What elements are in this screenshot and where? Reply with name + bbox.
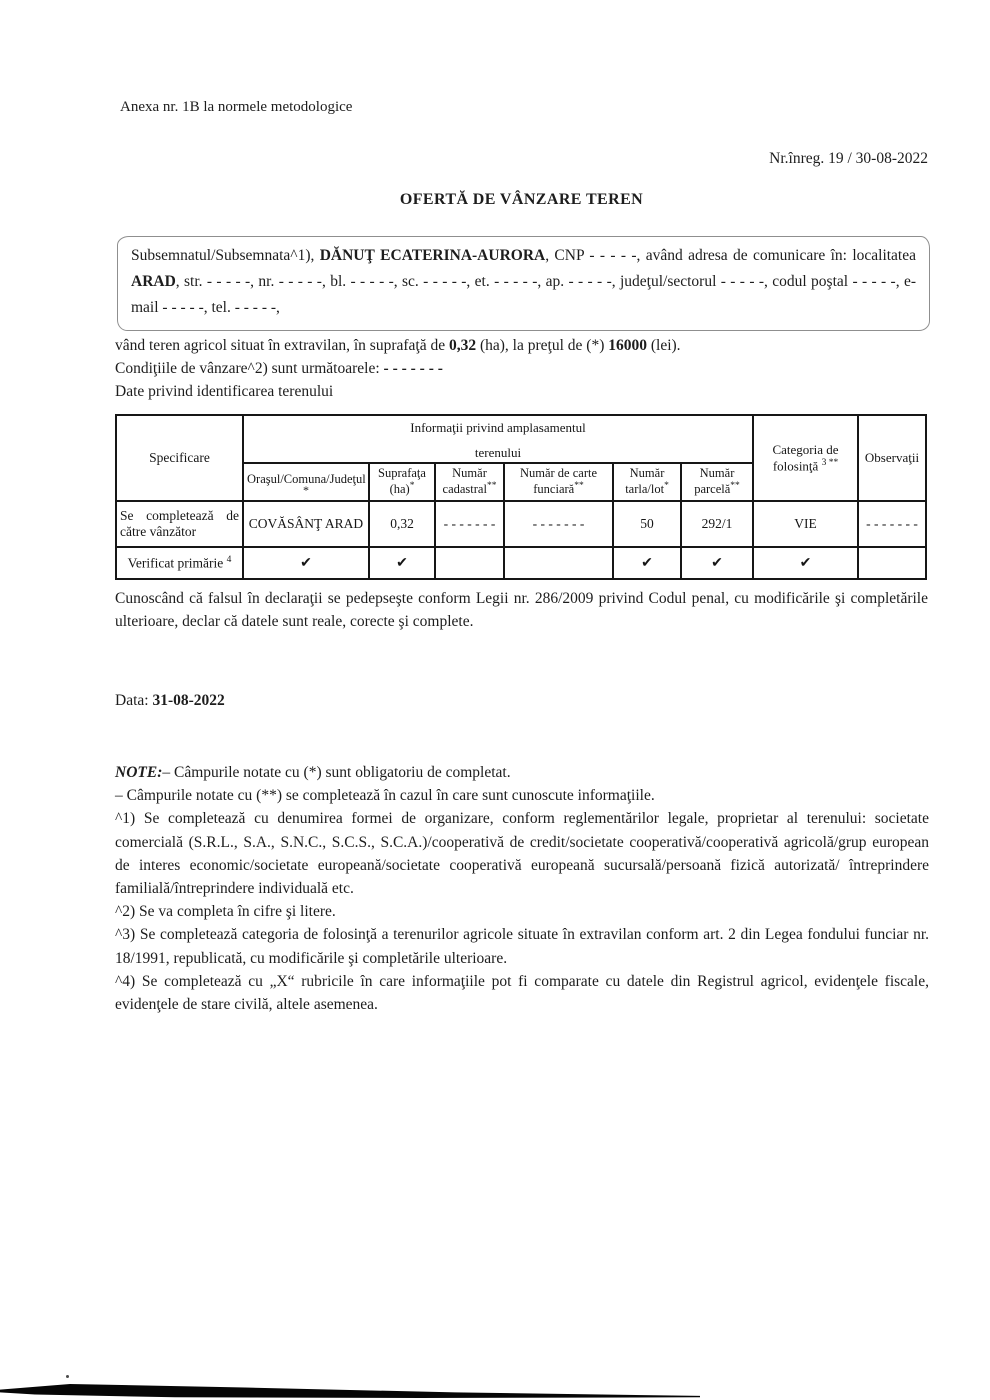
registration-number: Nr.înreg. 19 / 30-08-2022 xyxy=(769,150,928,167)
conditions-label: Condiţiile de vânzare^2) sunt următoarele: xyxy=(115,360,384,377)
col-header-carte-funciara xyxy=(504,463,613,501)
intro-mid: , CNP - - - - -, având adresa de comunicare în: localitatea xyxy=(545,247,916,264)
check-parcela: ✔ xyxy=(681,547,753,579)
tarla-footnote-mark: * xyxy=(664,481,669,492)
col-header-amplasament xyxy=(243,415,753,463)
table-row-seller-data xyxy=(116,501,926,547)
col-header-suprafata xyxy=(369,463,435,501)
col-header-numar-cadastral xyxy=(435,463,504,501)
cadastral-footnote-mark: ** xyxy=(486,481,497,492)
scan-artifact-line xyxy=(0,1384,700,1398)
seller-locality: ARAD xyxy=(131,273,176,290)
check-area: ✔ xyxy=(369,547,435,579)
check-locality: ✔ xyxy=(243,547,369,579)
note-first: – Câmpurile notate cu (*) sunt obligatoriu de completat. xyxy=(162,764,511,781)
cell-locality: COVĂSÂNŢ ARAD xyxy=(243,501,369,547)
check-carte-funciara xyxy=(504,547,613,579)
col-header-categoria xyxy=(753,415,858,501)
suprafata-label: Suprafaţa (ha) xyxy=(378,466,426,497)
verificat-footnote-mark: 4 xyxy=(226,554,232,565)
check-tarla: ✔ xyxy=(613,547,681,579)
check-observatii xyxy=(858,547,926,579)
parcela-label: Număr parcelă xyxy=(694,466,735,497)
cell-categoria: VIE xyxy=(753,501,858,547)
note-item-3: ^3) Se completează categoria de folosinţă a terenurilor agricole situate în extravilan conform art. 2 din Legea fondului funciar nr. 18/1991, republicată, cu modificările şi completările ulterioare. xyxy=(115,926,929,967)
tarla-label: Număr tarla/lot xyxy=(625,466,665,497)
sale-mid: (ha), la preţul de (*) xyxy=(476,337,609,354)
check-categoria: ✔ xyxy=(753,547,858,579)
categoria-footnote-mark: 3 ** xyxy=(821,457,839,468)
document-title-wrap xyxy=(115,191,928,209)
table-row-verificat-primarie xyxy=(116,547,926,579)
document-title: OFERTĂ DE VÂNZARE TEREN xyxy=(399,191,644,208)
seller-name: DĂNUŢ ECATERINA-AURORA xyxy=(319,247,546,264)
suprafata-footnote-mark: * xyxy=(409,481,415,492)
sale-statement xyxy=(115,334,928,357)
oras-footnote-mark: * xyxy=(303,482,309,497)
note-label: NOTE: xyxy=(115,764,163,781)
verificat-label: Verificat primărie xyxy=(127,555,224,571)
oras-label: Oraşul/Comuna/Judeţul xyxy=(247,471,366,486)
row-label-verificat xyxy=(116,547,243,579)
check-cadastral xyxy=(435,547,504,579)
conditions-value: - - - - - - - xyxy=(383,360,443,377)
col-header-specificare: Specificare xyxy=(116,415,243,501)
date-value: 31-08-2022 xyxy=(152,692,225,709)
note-item-2: ^2) Se va completa în cifre şi litere. xyxy=(115,903,336,921)
cell-area: 0,32 xyxy=(369,501,435,547)
col-header-observatii: Observaţii xyxy=(858,415,926,501)
row-label-vanzator: Se completează de către vânzător xyxy=(116,501,243,547)
carte-funciara-label: Număr de carte funciară xyxy=(519,466,598,497)
sale-area: 0,32 xyxy=(448,337,477,354)
col-header-parcela xyxy=(681,463,753,501)
col-header-oras-comuna-judet xyxy=(243,463,369,501)
parcela-footnote-mark: ** xyxy=(730,481,740,492)
note-item-1: ^1) Se completează cu denumirea formei de organizare, conform reglementărilor legale, proprietar al terenului: societate comercială (S.R.L., S.A., S.N.C., S.C.S., S.C.A.)/cooperativă de credit/societate cooperativă/cooperativă agricolă/grup european de interes economic/societate europeană/societate cooperativă europeană sucursală/persoană fizică autorizată/ întreprindere familială/întreprindere individuală etc. xyxy=(115,810,929,898)
annex-label: Anexa nr. 1B la normele metodologice xyxy=(120,99,353,115)
categoria-label: Categoria de folosinţă xyxy=(772,441,839,474)
sale-conditions xyxy=(115,357,928,380)
col-header-tarla-lot xyxy=(613,463,681,501)
intro-post: , str. - - - - -, nr. - - - - -, bl. - - - - -, sc. - - - - -, et. - - - - -, ap. - - - - -, judeţul/sectorul - - - - -, codul poştal - - - - -, e-mail - - - - -, tel. - - - - -, xyxy=(131,273,916,316)
cell-carte-funciara: - - - - - - - xyxy=(504,501,613,547)
note-item-4: ^4) Se completează cu „X“ rubricile în care informaţiile pot fi comparate cu datele din Registrul agricol, evidenţele fiscale, evidenţele de stare civilă, altele asemenea. xyxy=(115,972,929,1014)
seller-identification-box xyxy=(117,236,930,331)
cell-tarla: 50 xyxy=(613,501,681,547)
sale-post: (lei). xyxy=(646,337,681,354)
sale-price: 16000 xyxy=(608,337,647,354)
cell-cadastral: - - - - - - - xyxy=(435,501,504,547)
land-data-heading: Date privind identificarea terenului xyxy=(115,383,334,400)
amplasament-line2: terenului xyxy=(474,444,522,460)
note-line-2: – Câmpurile notate cu (**) se completează în cazul în care sunt cunoscute informaţiile. xyxy=(115,787,655,805)
cadastral-label: Număr cadastral xyxy=(442,466,487,497)
date-label: Data: xyxy=(115,692,153,709)
carte-funciara-footnote-mark: ** xyxy=(574,481,584,492)
intro-pre: Subsemnatul/Subsemnata^1), xyxy=(131,247,320,264)
sale-pre: vând teren agricol situat în extravilan, în suprafaţă de xyxy=(115,337,449,354)
amplasament-line1: Informaţii privind amplasamentul xyxy=(410,419,586,435)
cell-observatii: - - - - - - - xyxy=(858,501,926,547)
date-line xyxy=(115,692,225,710)
declaration-paragraph: Cunoscând că falsul în declaraţii se pedepseşte conform Legii nr. 286/2009 privind Codul penal, cu modificările şi completările ulterioare, declar că datele sunt reale, corecte şi complete. xyxy=(115,590,928,630)
land-identification-table xyxy=(115,414,927,580)
note-line-1 xyxy=(115,761,929,784)
scan-speck xyxy=(66,1375,69,1378)
cell-parcela: 292/1 xyxy=(681,501,753,547)
notes-section xyxy=(115,761,929,1016)
